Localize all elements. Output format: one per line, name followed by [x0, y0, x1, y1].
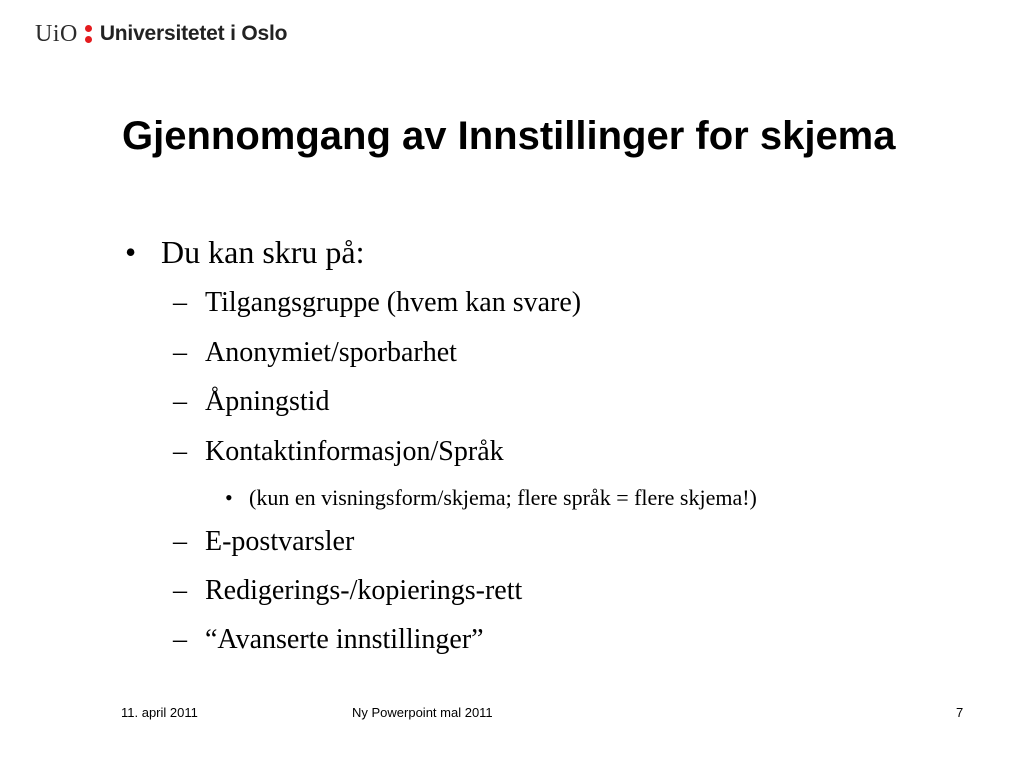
sub-item-text: Kontaktinformasjon/Språk	[205, 436, 504, 467]
dash-icon: –	[173, 386, 187, 417]
slide-title: Gjennomgang av Innstillinger for skjema	[122, 114, 896, 158]
sub-item-text: E-postvarsler	[205, 526, 355, 557]
sub-item-text: Åpningstid	[205, 386, 330, 417]
sub-item	[173, 287, 581, 319]
dash-icon: –	[173, 575, 187, 606]
footer-center: Ny Powerpoint mal 2011	[352, 705, 493, 720]
sub-item-text: Tilgangsgruppe (hvem kan svare)	[205, 287, 582, 318]
bullet-icon: •	[125, 234, 137, 270]
sub-item-text: Redigerings-/kopierings-rett	[205, 575, 523, 606]
logo-name: Universitetet i Oslo	[99, 22, 288, 45]
dash-icon: –	[173, 337, 187, 368]
sub-item	[173, 386, 329, 418]
sub-item	[173, 575, 522, 607]
sub-item-text: Anonymiet/sporbarhet	[205, 337, 457, 368]
sub-item	[173, 337, 457, 369]
footer-date: 11. april 2011	[121, 705, 198, 720]
dash-icon: –	[173, 624, 187, 655]
dash-icon: –	[173, 526, 187, 557]
bullet-main-text: Du kan skru på:	[161, 234, 365, 270]
page-number: 7	[956, 705, 964, 720]
sub-sub-item-text: (kun en visningsform/skjema; flere språk = flere skjema!)	[249, 485, 757, 510]
bullet-main	[125, 234, 365, 271]
bullet-icon: •	[225, 485, 233, 510]
sub-sub-item	[225, 485, 757, 511]
logo-short: UiO	[35, 20, 78, 47]
sub-item	[173, 436, 504, 468]
sub-item	[173, 526, 354, 558]
sub-item-text: “Avanserte innstillinger”	[205, 624, 484, 655]
dash-icon: –	[173, 287, 187, 318]
sub-item	[173, 624, 484, 656]
dash-icon: –	[173, 436, 187, 467]
